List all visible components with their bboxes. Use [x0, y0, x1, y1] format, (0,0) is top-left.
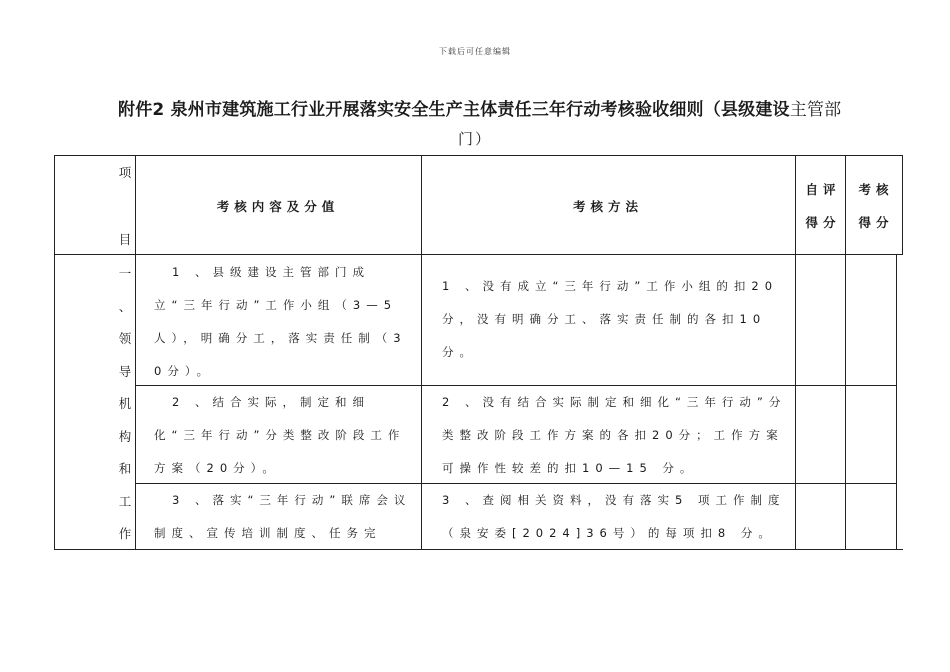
category-char: 作 — [118, 526, 132, 541]
table-top-border — [54, 155, 903, 156]
header-method: 考核方法 — [572, 199, 643, 214]
row2-method: 2 、没有结合实际制定和细化“三年行动”分类整改阶段工作方案的各扣20分；工作方案可操作性较差的扣10—15 分。 — [442, 395, 787, 475]
category-char: 领 — [118, 331, 132, 346]
category-char: 构 — [118, 429, 132, 444]
col-divider-3 — [795, 155, 796, 550]
document-title-continuation: 门） — [457, 130, 492, 148]
row2-content: 2 、结合实际，制定和细化“三年行动”分类整改阶段工作方案（20分）。 — [154, 395, 406, 475]
table-right-border-top — [902, 155, 903, 255]
row1-method: 1 、没有成立“三年行动”工作小组的扣20分，没有明确分工、落实责任制的各扣10分。 — [442, 279, 779, 359]
document-title — [118, 95, 908, 120]
header-self-score-2: 得分 — [805, 215, 841, 230]
header-note: 下载后可任意编辑 — [439, 47, 511, 56]
category-char: 工 — [118, 494, 132, 509]
row3-method: 3 、查阅相关资料，没有落实5 项工作制度（泉安委[2024]36号）的每项扣8 分。 — [442, 493, 786, 540]
table-left-border — [54, 155, 55, 550]
header-check-score-1: 考核 — [858, 182, 894, 197]
header-self-score-1: 自评 — [805, 182, 841, 197]
header-item-top: 项 — [118, 165, 132, 180]
category-char: 导 — [118, 364, 132, 379]
header-content: 考核内容及分值 — [216, 199, 340, 214]
row1-content: 1 、县级建设主管部门成立“三年行动”工作小组（3—5人），明确分工，落实责任制（30分）。 — [154, 265, 407, 378]
row3-content: 3 、落实“三年行动”联席会议制度、宣传培训制度、任务完 — [154, 493, 412, 540]
category-char: 一 — [118, 266, 132, 281]
category-char: 机 — [118, 396, 132, 411]
header-bottom-border — [54, 254, 903, 255]
category-char: 和 — [118, 461, 132, 476]
table-right-border-body — [896, 254, 897, 550]
title-bold-part: 附件2 泉州市建筑施工行业开展落实安全生产主体责任三年行动考核验收细则（县级建设 — [118, 100, 790, 120]
header-check-score-2: 得分 — [858, 215, 894, 230]
category-char: 、 — [118, 299, 132, 314]
title-light-part: 主管部 — [789, 100, 842, 120]
header-item-bottom: 目 — [118, 232, 132, 247]
